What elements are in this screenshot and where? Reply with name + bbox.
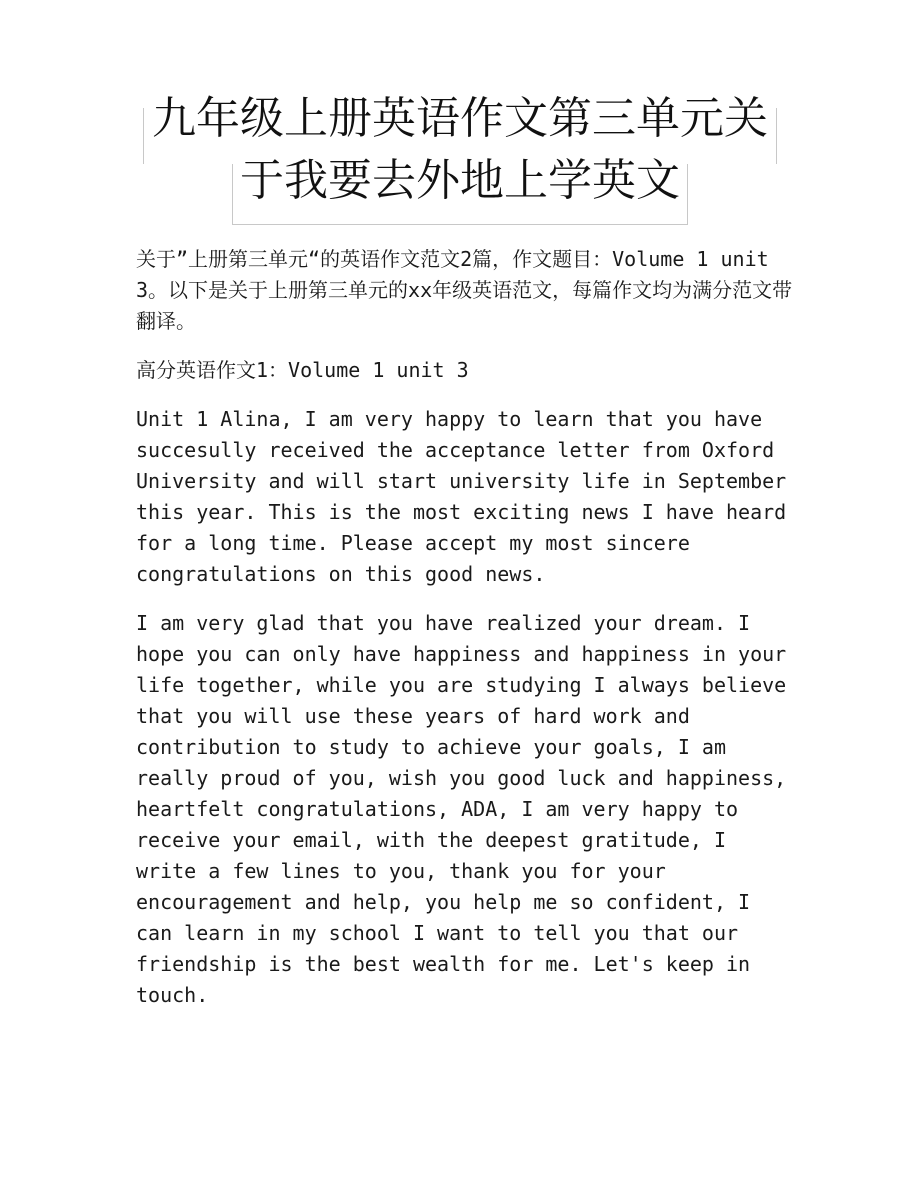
title-line-1: 九年级上册英语作文第三单元关 (152, 93, 768, 144)
essay-paragraph: Unit 1 Alina, I am very happy to learn that you have succesully received the acceptance letter from Oxford University and will start university life in September this year. This is the most exciting news I have heard for a long time. Please accept my most sincere congratulations on this good news. (136, 407, 787, 586)
intro-paragraph: 关于”上册第三单元“的英语作文范文2篇，作文题目：Volume 1 unit 3。以下是关于上册第三单元的xx年级英语范文，每篇作文均为满分范文带翻译。 (136, 247, 793, 333)
document-title (140, 88, 780, 212)
essay-heading: 高分英语作文1：Volume 1 unit 3 (136, 358, 469, 382)
essay-paragraph: I am very glad that you have realized your dream. I hope you can only have happiness and happiness in your life together, while you are studying I always believe that you will use these years of hard work and contribution to study to achieve your goals, I am really proud of you, wish you good luck and happiness, heartfelt congratulations, ADA, I am very happy to receive your email, with the deepest gratitude, I write a few lines to you, thank you for your encouragement and help, you help me so confident, I can learn in my school I want to tell you that our friendship is the best wealth for me. Let's keep in touch. (136, 611, 787, 1007)
document-body (136, 244, 796, 1029)
title-line-2: 于我要去外地上学英文 (240, 155, 680, 206)
